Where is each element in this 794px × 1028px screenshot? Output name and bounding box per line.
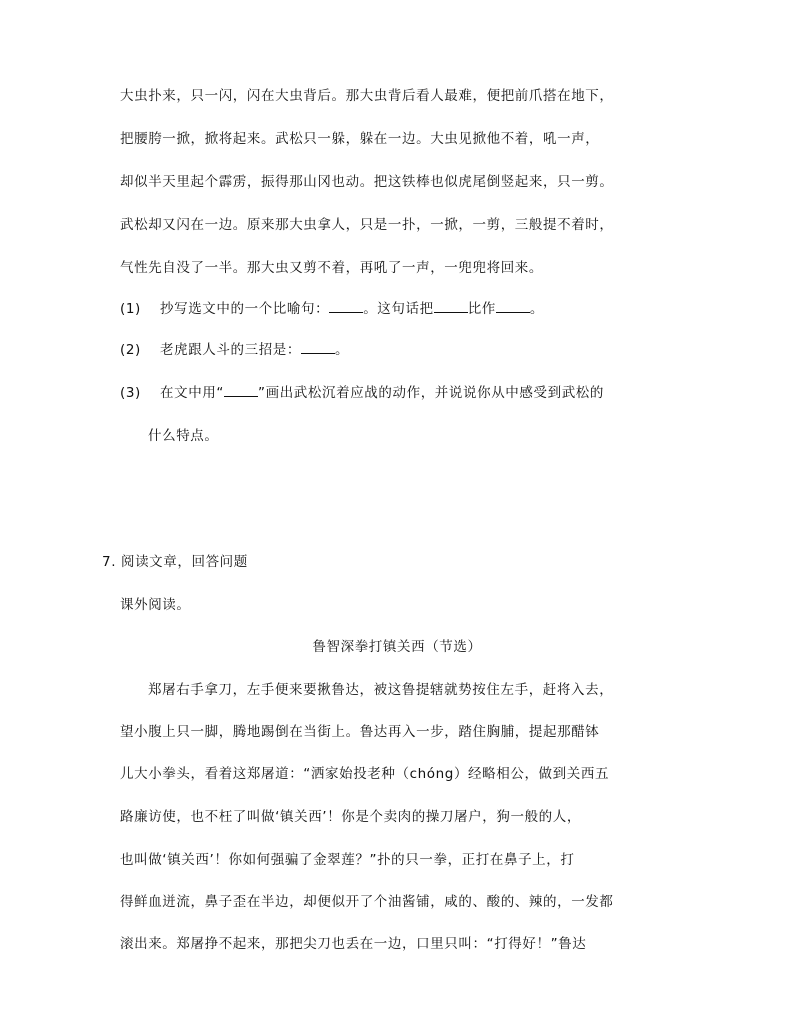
article-line-1: 郑屠右手拿刀，左手便来要揪鲁达，被这鲁提辖就势按住左手，赶将入去，: [148, 682, 614, 698]
question-1: [120, 300, 544, 318]
article-line-3: 儿大小拳头，看着这郑屠道：“洒家始投老种（chóng）经略相公，做到关西五: [120, 766, 610, 782]
question-1-text-a: 抄写选文中的一个比喻句：: [160, 301, 330, 317]
answer-blank-2[interactable]: [301, 341, 335, 354]
passage1-line-5: 气性先自没了一半。那大虫又剪不着，再吼了一声，一兜兜将回来。: [120, 260, 543, 276]
answer-blank-1b[interactable]: [434, 300, 468, 313]
question-2-number: (2): [120, 342, 141, 358]
article-title: 鲁智深拳打镇关西（节选）: [312, 639, 482, 655]
article-line-6: 得鲜血迸流，鼻子歪在半边，却便似开了个油酱铺，咸的、酸的、辣的，一发都: [120, 894, 614, 910]
underline-marker-blank[interactable]: [224, 384, 258, 397]
question-1-text-b: 。这句话把: [363, 301, 434, 317]
question-3: [120, 384, 604, 402]
answer-blank-1a[interactable]: [329, 300, 363, 313]
question-3-number: (3): [120, 385, 141, 401]
question-2-text-b: 。: [335, 342, 350, 358]
question-3-text-a: 在文中用“: [160, 385, 224, 401]
section-7-subheading: 课外阅读。: [120, 597, 191, 613]
passage1-line-1: 大虫扑来，只一闪，闪在大虫背后。那大虫背后看人最难，便把前爪搭在地下，: [120, 88, 614, 104]
question-2: [120, 341, 349, 359]
passage1-line-4: 武松却又闪在一边。原来那大虫拿人，只是一扑，一掀，一剪，三般提不着时，: [120, 217, 614, 233]
article-line-4: 路廉访使，也不枉了叫做‘镇关西’！你是个卖肉的操刀屠户，狗一般的人，: [120, 809, 581, 825]
section-7-heading: 7. 阅读文章，回答问题: [102, 554, 248, 570]
question-1-number: (1): [120, 301, 141, 317]
question-3-text-b: ”画出武松沉着应战的动作，并说说你从中感受到武松的: [258, 385, 604, 401]
answer-blank-1c[interactable]: [496, 300, 530, 313]
question-1-text-c: 比作: [467, 301, 496, 317]
article-line-7: 滚出来。郑屠挣不起来，那把尖刀也丢在一边，口里只叫：“打得好！”鲁达: [120, 936, 587, 952]
question-2-text-a: 老虎跟人斗的三招是：: [160, 342, 301, 358]
article-line-2: 望小腹上只一脚，腾地踢倒在当街上。鲁达再入一步，踏住胸脯，提起那醋钵: [120, 724, 600, 740]
passage1-line-3: 却似半天里起个霹雳，振得那山冈也动。把这铁棒也似虎尾倒竖起来，只一剪。: [120, 174, 614, 190]
passage1-line-2: 把腰胯一掀，掀将起来。武松只一躲，躲在一边。大虫见掀他不着，吼一声，: [120, 131, 600, 147]
article-line-5: 也叫做‘镇关西’！你如何强骗了金翠莲？”扑的只一拳，正打在鼻子上，打: [120, 852, 575, 868]
question-1-text-d: 。: [529, 301, 545, 317]
question-3-continuation: 什么特点。: [148, 428, 219, 444]
